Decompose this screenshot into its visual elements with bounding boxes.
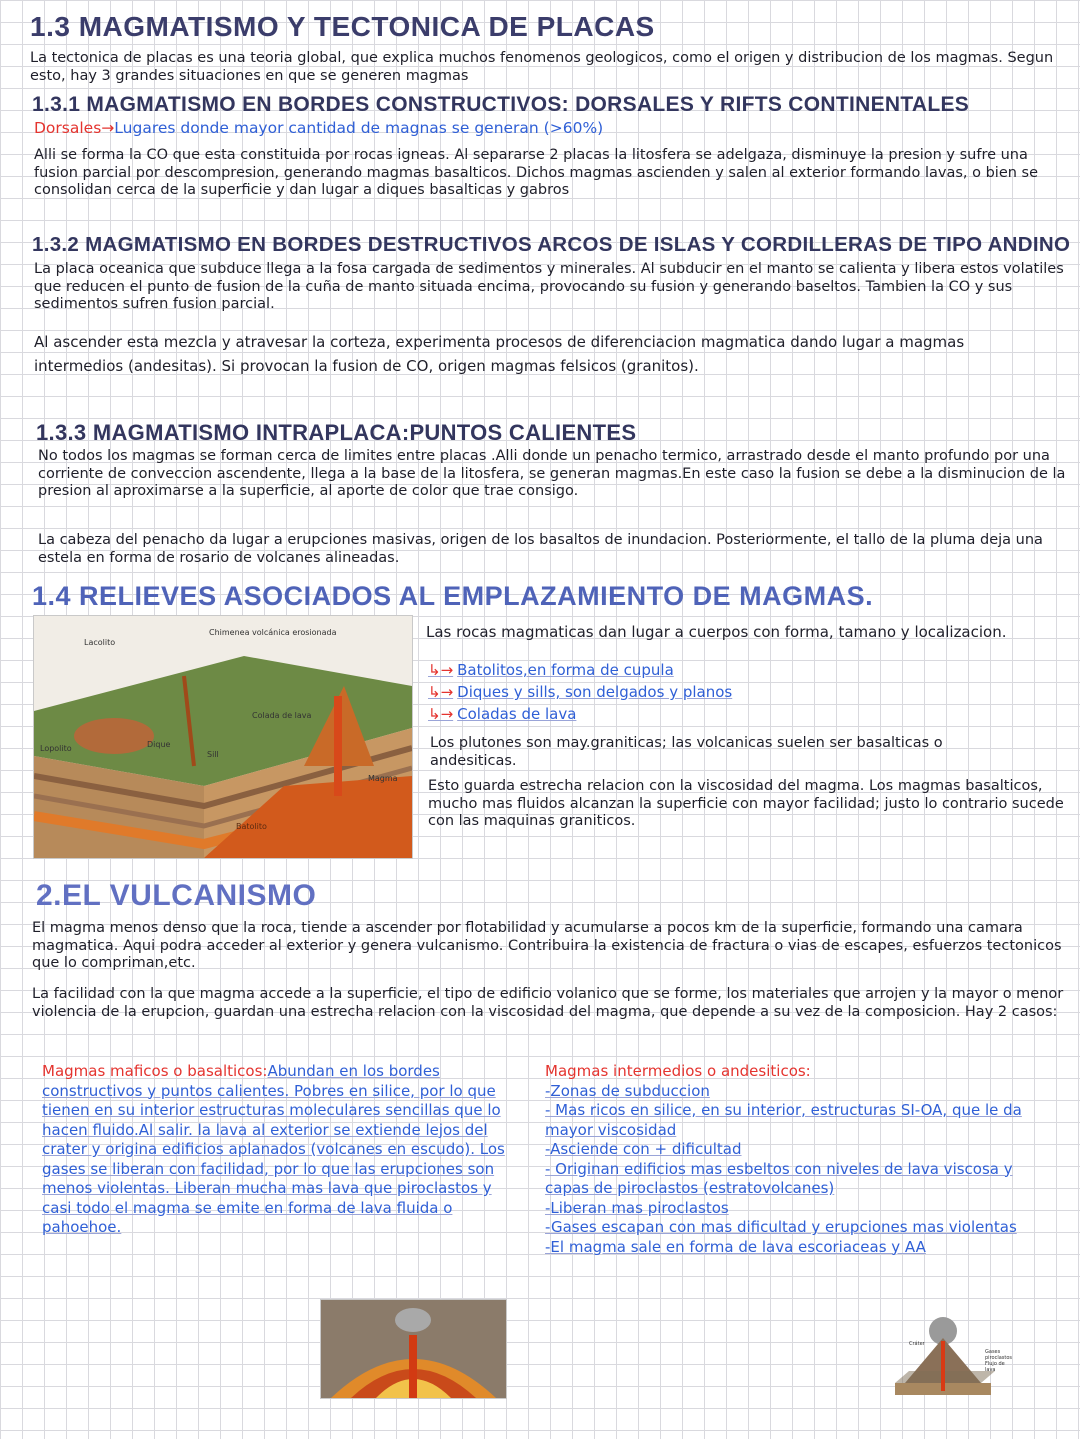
arrow-icon: ↳→ bbox=[428, 683, 454, 701]
list-item: - Originan edificios mas esbeltos con niveles de lava viscosa y capas de piroclastos (estratovolcanes) bbox=[545, 1159, 1013, 1197]
label-gases: Gases bbox=[985, 1349, 1001, 1355]
section-1-3-3-p2: La cabeza del penacho da lugar a erupciones masivas, origen de los basaltos de inundacion. Posteriormente, el tallo de la pluma deja una estela en forma de rosario de volcanes alineadas. bbox=[38, 532, 1043, 566]
section-2-p1: El magma menos denso que la roca, tiende a ascender por flotabilidad y acumularse a pocos km de la superficie, formando una camara magmatica. Aqui podra acceder al exterior y genera vulcanismo. Contribuira la existencia de fractura o vias de escapes, esfuerzos tectonicos que lo compriman,etc. bbox=[32, 920, 1062, 971]
label-piroclastos: piroclastos bbox=[985, 1355, 1012, 1361]
section-1-3-2-title: 1.3.2 MAGMATISMO EN BORDES DESTRUCTIVOS ARCOS DE ISLAS Y CORDILLERAS DE TIPO ANDINO bbox=[32, 233, 1071, 256]
section-1-3-intro: La tectonica de placas es una teoria global, que explica muchos fenomenos geologicos, como el origen y distribucion de los magmas. Segun esto, hay 3 grandes situaciones en que se generen magmas bbox=[30, 50, 1054, 84]
label-batolito: Batolito bbox=[236, 822, 267, 831]
section-1-3-3-p1: No todos los magmas se forman cerca de limites entre placas .Alli donde un penacho termico, arrastrado desde el manto profundo por una corriente de conveccion ascendente, llega a la base de la litosfera, se generan magmas.En este caso la fusion se debe a la disminucion de la presion al aproximarse a la superficie, al aporte de color que trae consigo. bbox=[38, 448, 1066, 499]
arrow-icon: ↳→ bbox=[428, 705, 454, 723]
section-1-3-2-p2: Al ascender esta mezcla y atravesar la corteza, experimenta procesos de diferenciacion magmatica dando lugar a magmas intermedios (andesitas). Si provocan la fusion de CO, origen magmas felsicos (granitos). bbox=[34, 333, 965, 375]
section-1-4-title: 1.4 RELIEVES ASOCIADOS AL EMPLAZAMIENTO DE MAGMAS. bbox=[32, 581, 874, 611]
section-1-4-intro: Las rocas magmaticas dan lugar a cuerpos con forma, tamano y localizacion. bbox=[426, 623, 1007, 641]
mafic-heading: Magmas maficos o basalticos: bbox=[42, 1062, 268, 1080]
section-2-p2: La facilidad con la que magma accede a la superficie, el tipo de edificio volanico que se forme, los materiales que arrojen y la mayor o menor violencia de la erupcion, guardan una estrecha relacion con la viscosidad del magma, que depende a su vez de la composicion. Hay 2 casos: bbox=[32, 986, 1064, 1020]
list-item: -El magma sale en forma de lava escoriaceas y AA bbox=[545, 1237, 926, 1256]
mafic-body: Abundan en los bordes constructivos y puntos calientes. Pobres en silice, por lo que tienen en su interior estructuras moleculares sencillas que lo hacen fluido.Al salir. la lava al exterior se extiende lejos del crater y origina edificios aplanados (volcanes en escudo). Los gases se liberan con facilidad, por lo que las erupciones son menos violentas. Liberan mucha mas lava que piroclastos y casi todo el magma se emite en forma de lava fluida o pahoehoe. bbox=[42, 1062, 505, 1236]
label-dique: Dique bbox=[147, 740, 171, 749]
magma-bodies-diagram bbox=[33, 615, 413, 859]
section-1-3-1-title: 1.3.1 MAGMATISMO EN BORDES CONSTRUCTIVOS: DORSALES Y RIFTS CONTINENTALES bbox=[32, 93, 970, 116]
section-1-4-p2: Los plutones son may.graniticas; las volcanicas suelen ser basalticas o andesiticas. bbox=[430, 735, 943, 769]
label-lopolito: Lopolito bbox=[40, 744, 72, 753]
volcano-cross-section-illustration bbox=[321, 1300, 506, 1398]
andesitic-magmas-block bbox=[545, 1062, 1025, 1257]
list-item: - Mas ricos en silice, en su interior, estructuras SI-OA, que le da mayor viscosidad bbox=[545, 1101, 1022, 1139]
section-1-4-p3: Esto guarda estrecha relacion con la viscosidad del magma. Los magmas basalticos, mucho mas fluidos alcanzan la superficie con mayor facilidad; justo lo contrario sucede con las maquinas graniticos. bbox=[428, 778, 1064, 829]
section-1-3-title: 1.3 MAGMATISMO Y TECTONICA DE PLACAS bbox=[30, 11, 655, 42]
list-item: ↳→ Coladas de lava bbox=[428, 705, 577, 723]
shield-volcano-image bbox=[320, 1299, 507, 1399]
dorsales-term: Dorsales bbox=[34, 119, 102, 137]
section-1-3-1-body: Alli se forma la CO que esta constituida por rocas igneas. Al separarse 2 placas la litosfera se adelgaza, disminuye la presion y sufre una fusion parcial por descompresion, generando magmas basalticos. Dichos magmas ascienden y salen al exterior formando lavas, o bien se consolidan cerca de la superficie y dan lugar a diques basalticas y gabros bbox=[34, 147, 1039, 198]
label-colada: Colada de lava bbox=[252, 711, 312, 720]
list-item: -Liberan mas piroclastos bbox=[545, 1198, 729, 1217]
label-flujo: Flujo de lava bbox=[985, 1361, 1005, 1373]
dorsales-definition: Lugares donde mayor cantidad de magnas se generan (>60%) bbox=[114, 119, 604, 137]
label-lacolito: Lacolito bbox=[84, 638, 116, 647]
list-item: -Gases escapan con mas dificultad y erupciones mas violentas bbox=[545, 1218, 1017, 1236]
label-magma: Magma bbox=[368, 774, 398, 783]
label-sill: Sill bbox=[207, 750, 219, 759]
mafic-magmas-block bbox=[42, 1062, 512, 1238]
label-crater: Cráter bbox=[909, 1341, 925, 1347]
magma-bodies-list bbox=[428, 659, 1068, 725]
arrow-icon: → bbox=[101, 119, 115, 137]
list-item: -Zonas de subduccion bbox=[545, 1081, 710, 1100]
list-item: ↳→ Diques y sills, son delgados y planos bbox=[428, 683, 733, 701]
section-1-3-2-p1: La placa oceanica que subduce llega a la fosa cargada de sedimentos y minerales. Al subducir en el manto se calienta y libera estos volatiles que reducen el punto de fusion de la cuña de manto situada encima, provocando su fusion y generando baseltos. Tambien la CO y sus sedimentos sufren fusion parcial. bbox=[34, 261, 1064, 312]
list-item: ↳→ Batolitos,en forma de cupula bbox=[428, 661, 674, 679]
arrow-icon: ↳→ bbox=[428, 661, 454, 679]
dorsales-definition-line bbox=[34, 120, 1064, 138]
section-1-3-3-title: 1.3.3 MAGMATISMO INTRAPLACA:PUNTOS CALIENTES bbox=[36, 420, 637, 445]
section-2-title: 2.EL VULCANISMO bbox=[36, 879, 317, 912]
andesitic-heading: Magmas intermedios o andesiticos: bbox=[545, 1062, 811, 1080]
stratovolcano-image bbox=[895, 1313, 1015, 1395]
label-chimenea: Chimenea volcánica erosionada bbox=[209, 628, 337, 637]
block-diagram-illustration bbox=[34, 616, 412, 858]
list-item: -Asciende con + dificultad bbox=[545, 1140, 742, 1158]
